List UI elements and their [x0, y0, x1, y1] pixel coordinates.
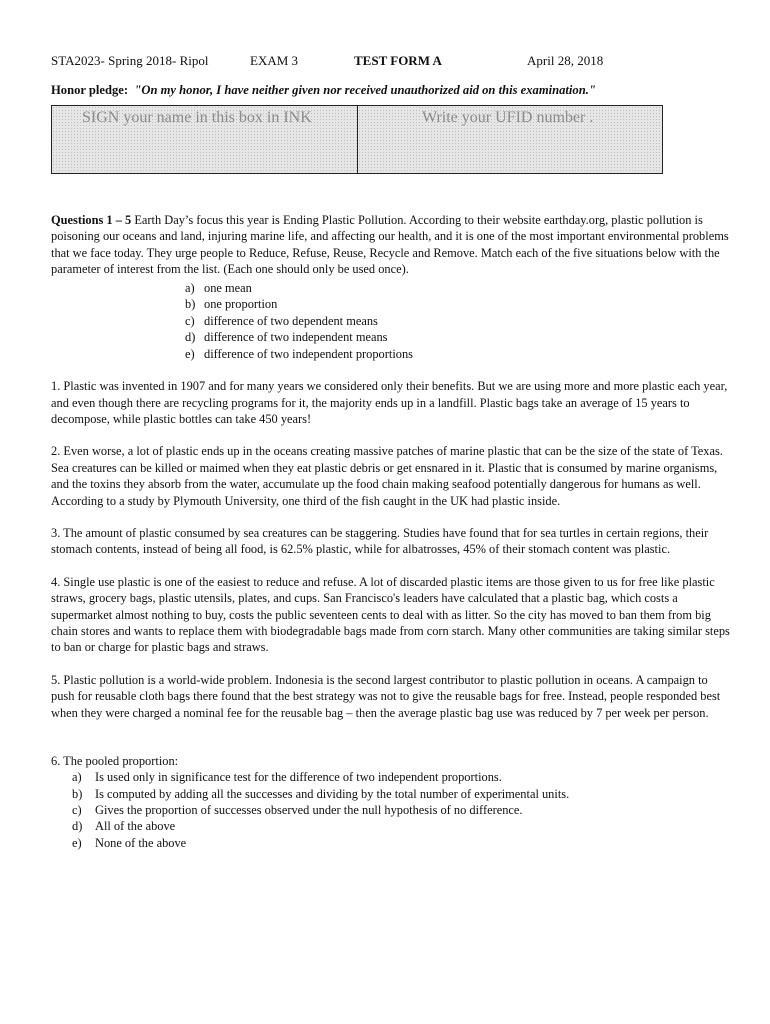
option-label: e) [185, 346, 195, 361]
course-info: STA2023- Spring 2018- Ripol [51, 53, 209, 68]
signature-box-label: SIGN your name in this box in INK [82, 109, 312, 126]
ufid-box-label: Write your UFID number . [422, 109, 594, 126]
question-5: 5. Plastic pollution is a world-wide problem. Indonesia is the second largest contributor to plastic pollution in oceans. A campaign to push for reusable cloth bags there found that the best strategy was not to give the reusable bags for free. Instead, people responded best when they were charged a nominal fee for the reusable bag – then the average plastic bag use was reduced by 7 per week per person. [51, 672, 721, 720]
exam-number: EXAM 3 [250, 53, 299, 68]
parameter-list [51, 280, 731, 363]
option-label: a) [72, 770, 82, 785]
question-1: 1. Plastic was invented in 1907 and for many years we considered only their benefits. But we are using more and more plastic each year, and even though there are recycling programs for it, the majority ends up in a landfill. Plastic bags take an average of 15 years to decompose, while plastic bottles can take 450 years! [51, 379, 728, 426]
list-item [185, 280, 731, 297]
option-label: d) [185, 330, 196, 345]
signature-box[interactable] [52, 106, 358, 173]
ufid-box[interactable] [358, 106, 662, 173]
option-text: difference of two independent proportions [204, 346, 413, 361]
list-item [185, 329, 731, 346]
question-2: 2. Even worse, a lot of plastic ends up in the oceans creating massive patches of marine plastic that can be the size of the state of Texas. Sea creatures can be killed or maimed when they eat plastic debris or get ensnared in it. Plastic that is consumed by marine organisms, and the toxins they absorb from the water, accumulate up the food chain making seafood potentially dangerous for humans as well. According to a study by Plymouth University, one third of the fish caught in the UK had plastic inside. [51, 444, 723, 508]
list-item [185, 313, 731, 330]
questions-intro-label: Questions 1 – 5 [51, 213, 132, 227]
option-text: Is used only in significance test for the difference of two independent proportions. [95, 770, 502, 785]
honor-pledge-text: "On my honor, I have neither given nor received unauthorized aid on this examination." [134, 83, 596, 97]
option-text: one mean [204, 280, 252, 295]
option-label: b) [72, 786, 83, 801]
option-label: d) [72, 819, 83, 834]
list-item [72, 818, 731, 834]
option-text: difference of two independent means [204, 330, 388, 345]
honor-pledge [51, 83, 731, 98]
exam-date: April 28, 2018 [527, 53, 604, 68]
signature-boxes [51, 105, 663, 174]
list-item [72, 802, 731, 818]
questions-intro-text: Earth Day’s focus this year is Ending Plastic Pollution. According to their website earthday.org, plastic pollution is poisoning our oceans and land, injuring marine life, and affecting our health, and it is one of the most important environmental problems that we face today. They urge people to Reduce, Refuse, Reuse, Recycle and Remove. Match each of the five situations below with the parameter of interest from the list. (Each one should only be used once). [51, 213, 729, 277]
question-4: 4. Single use plastic is one of the easiest to reduce and refuse. A lot of discarded plastic items are those given to us for free like plastic straws, grocery bags, plastic utensils, plates, and cups. San Francisco's leaders have calculated that a plastic bag, which costs a supermarket almost nothing to buy, costs the public seventeen cents to deal with as litter. So the city has moved to ban them from big chain stores and wants to replace them with biodegradable bags made from corn starch. Many other communities are taking similar steps to ban or charge for plastic bags and straws. [51, 574, 730, 655]
questions-intro [51, 212, 731, 278]
list-item [185, 296, 731, 313]
option-label: c) [185, 313, 195, 328]
question-3: 3. The amount of plastic consumed by sea creatures can be staggering. Studies have found that for sea turtles in certain regions, their stomach contents, instead of being all food, is 62.5% plastic, while for albatrosses, 45% of their stomach content was plastic. [51, 525, 709, 557]
exam-header [51, 53, 731, 71]
option-label: e) [72, 835, 82, 850]
honor-pledge-label: Honor pledge: [51, 83, 129, 97]
option-text: None of the above [95, 835, 187, 850]
option-text: All of the above [95, 819, 176, 834]
option-text: Gives the proportion of successes observed under the null hypothesis of no difference. [95, 803, 523, 818]
question-6-stem: 6. The pooled proportion: [51, 754, 179, 769]
list-item [185, 346, 731, 363]
option-label: a) [185, 280, 195, 295]
list-item [72, 769, 731, 785]
option-text: one proportion [204, 297, 278, 312]
option-label: b) [185, 297, 196, 312]
exam-content [51, 212, 731, 851]
question-6-options [51, 769, 731, 850]
list-item [72, 835, 731, 851]
list-item [72, 786, 731, 802]
test-form: TEST FORM A [354, 53, 442, 68]
option-text: difference of two dependent means [204, 313, 378, 328]
option-label: c) [72, 803, 82, 818]
option-text: Is computed by adding all the successes and dividing by the total number of experimental units. [95, 786, 570, 801]
